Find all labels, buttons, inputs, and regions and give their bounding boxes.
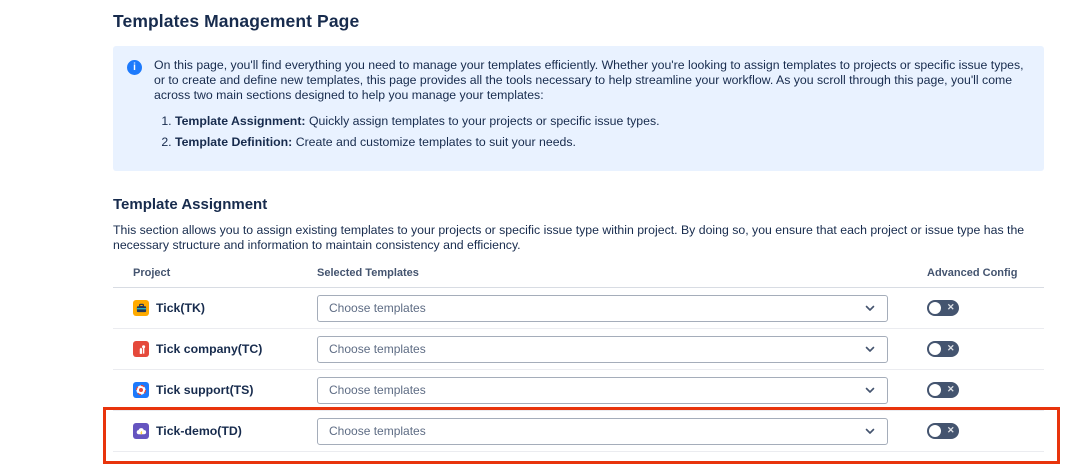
toggle-knob	[929, 425, 941, 437]
toggle-knob	[929, 343, 941, 355]
info-list	[154, 114, 1030, 150]
project-name: Tick support(TS)	[156, 383, 254, 397]
briefcase-icon	[133, 300, 149, 316]
info-list-item: 2. Template Definition: Create and customize templates to suit your needs.	[175, 135, 1030, 150]
table-row	[113, 288, 1044, 329]
project-name: Tick-demo(TD)	[156, 424, 242, 438]
select-placeholder: Choose templates	[329, 301, 426, 315]
info-list-item: 1. Template Assignment: Quickly assign templates to your projects or specific issue types.	[175, 114, 1030, 129]
chevron-down-icon	[864, 343, 876, 355]
select-placeholder: Choose templates	[329, 383, 426, 397]
template-assignment-heading: Template Assignment	[113, 196, 268, 213]
toggle-knob	[929, 384, 941, 396]
column-header-advanced-config: Advanced Config	[927, 267, 1018, 279]
chevron-down-icon	[864, 425, 876, 437]
templates-select[interactable]	[317, 295, 888, 322]
toggle-off-cross-icon: ✕	[946, 343, 955, 354]
chevron-down-icon	[864, 384, 876, 396]
toggle-knob	[929, 302, 941, 314]
select-placeholder: Choose templates	[329, 424, 426, 438]
lifebuoy-icon	[133, 382, 149, 398]
project-cell	[113, 300, 317, 316]
cloud-icon	[133, 423, 149, 439]
table-row	[113, 329, 1044, 370]
info-panel-text	[154, 58, 1030, 156]
project-name: Tick(TK)	[156, 301, 205, 315]
templates-select[interactable]	[317, 418, 888, 445]
column-header-project: Project	[133, 267, 171, 279]
chevron-down-icon	[864, 302, 876, 314]
table-row	[113, 411, 1044, 452]
toggle-off-cross-icon: ✕	[946, 302, 955, 313]
assignment-table	[113, 267, 1044, 452]
advanced-config-toggle[interactable]	[927, 300, 959, 316]
project-name: Tick company(TC)	[156, 342, 263, 356]
templates-select[interactable]	[317, 377, 888, 404]
toggle-off-cross-icon: ✕	[946, 384, 955, 395]
table-header-row	[113, 267, 1044, 288]
advanced-config-toggle[interactable]	[927, 423, 959, 439]
advanced-config-toggle[interactable]	[927, 382, 959, 398]
project-cell	[113, 423, 317, 439]
toggle-off-cross-icon: ✕	[946, 425, 955, 436]
templates-select[interactable]	[317, 336, 888, 363]
table-row	[113, 370, 1044, 411]
template-assignment-description: This section allows you to assign existing templates to your projects or specific issue type within project. By doing so, you ensure that each project or issue type has the necessary structure and information to maintain consistency and efficiency.	[113, 223, 1025, 252]
project-cell	[113, 341, 317, 357]
wrench-icon	[133, 341, 149, 357]
info-icon: i	[127, 60, 142, 75]
column-header-selected-templates: Selected Templates	[317, 267, 419, 279]
advanced-config-toggle[interactable]	[927, 341, 959, 357]
info-panel	[113, 46, 1044, 171]
info-paragraph: On this page, you'll find everything you need to manage your templates efficiently. Whether you're looking to assign templates to projects or specific issue types, or to create and define new templates, this page provides all the tools necessary to help streamline your workflow. As you scroll through this page, you'll come across two main sections designed to help you manage your templates:	[154, 58, 1024, 102]
page-title: Templates Management Page	[113, 11, 360, 31]
select-placeholder: Choose templates	[329, 342, 426, 356]
project-cell	[113, 382, 317, 398]
